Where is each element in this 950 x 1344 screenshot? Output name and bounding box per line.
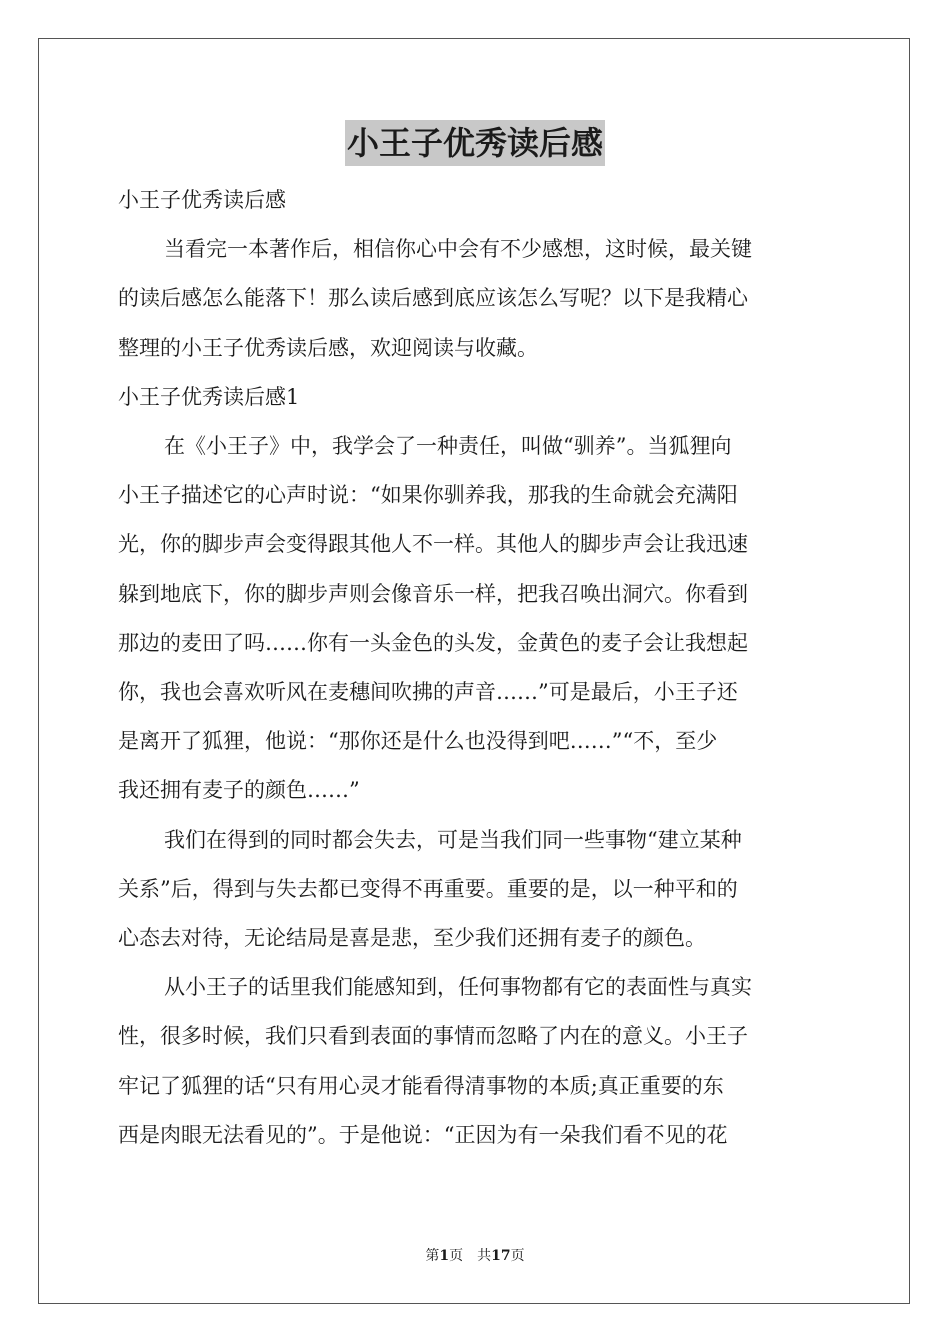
paragraph-line: 从小王子的话里我们能感知到，任何事物都有它的表面性与真实 — [164, 975, 752, 1000]
body-paragraph-2 — [118, 816, 832, 964]
page-suffix: 页 — [449, 1248, 464, 1264]
document-subtitle: 小王子优秀读后感 — [118, 188, 286, 212]
paragraph-line: 在《小王子》中，我学会了一种责任，叫做“驯养”。当狐狸向 — [164, 434, 732, 459]
paragraph-line: 我还拥有麦子的颜色……” — [118, 778, 360, 803]
page-number: 1 — [439, 1248, 450, 1264]
document-title: 小王子优秀读后感 — [345, 120, 605, 166]
intro-line: 整理的小王子优秀读后感，欢迎阅读与收藏。 — [118, 335, 538, 360]
paragraph-line: 心态去对待，无论结局是喜是悲，至少我们还拥有麦子的颜色。 — [118, 926, 706, 951]
title-container — [118, 120, 832, 176]
total-suffix: 页 — [510, 1248, 525, 1264]
paragraph-line: 西是肉眼无法看见的”。于是他说：“正因为有一朵我们看不见的花 — [118, 1122, 728, 1147]
total-prefix: 共 — [477, 1248, 492, 1264]
paragraph-line: 那边的麦田了吗……你有一头金色的头发，金黄色的麦子会让我想起 — [118, 630, 748, 655]
body-paragraph-1 — [118, 422, 832, 816]
page-footer — [0, 1247, 950, 1265]
intro-line: 当看完一本著作后，相信你心中会有不少感想，这时候，最关键 — [164, 237, 752, 262]
intro-paragraph — [118, 225, 832, 373]
paragraph-line: 躲到地底下，你的脚步声则会像音乐一样，把我召唤出洞穴。你看到 — [118, 581, 748, 606]
paragraph-line: 你，我也会喜欢听风在麦穗间吹拂的声音……”可是最后，小王子还 — [118, 680, 738, 705]
paragraph-line: 光，你的脚步声会变得跟其他人不一样。其他人的脚步声会让我迅速 — [118, 532, 748, 557]
total-pages: 17 — [491, 1248, 511, 1264]
document-body — [118, 120, 832, 1160]
paragraph-line: 我们在得到的同时都会失去，可是当我们同一些事物“建立某种 — [164, 827, 742, 852]
section-heading: 小王子优秀读后感1 — [118, 384, 300, 409]
page-prefix: 第 — [425, 1248, 440, 1264]
paragraph-line: 关系”后，得到与失去都已变得不再重要。重要的是，以一种平和的 — [118, 876, 738, 901]
paragraph-line: 是离开了狐狸，他说：“那你还是什么也没得到吧……”“不，至少 — [118, 729, 718, 754]
paragraph-line: 小王子描述它的心声时说：“如果你驯养我，那我的生命就会充满阳 — [118, 483, 738, 508]
intro-line: 的读后感怎么能落下！那么读后感到底应该怎么写呢？以下是我精心 — [118, 286, 748, 311]
paragraph-line: 性，很多时候，我们只看到表面的事情而忽略了内在的意义。小王子 — [118, 1024, 748, 1049]
body-paragraph-3 — [118, 963, 832, 1160]
paragraph-line: 牢记了狐狸的话“只有用心灵才能看得清事物的本质;真正重要的东 — [118, 1073, 724, 1098]
